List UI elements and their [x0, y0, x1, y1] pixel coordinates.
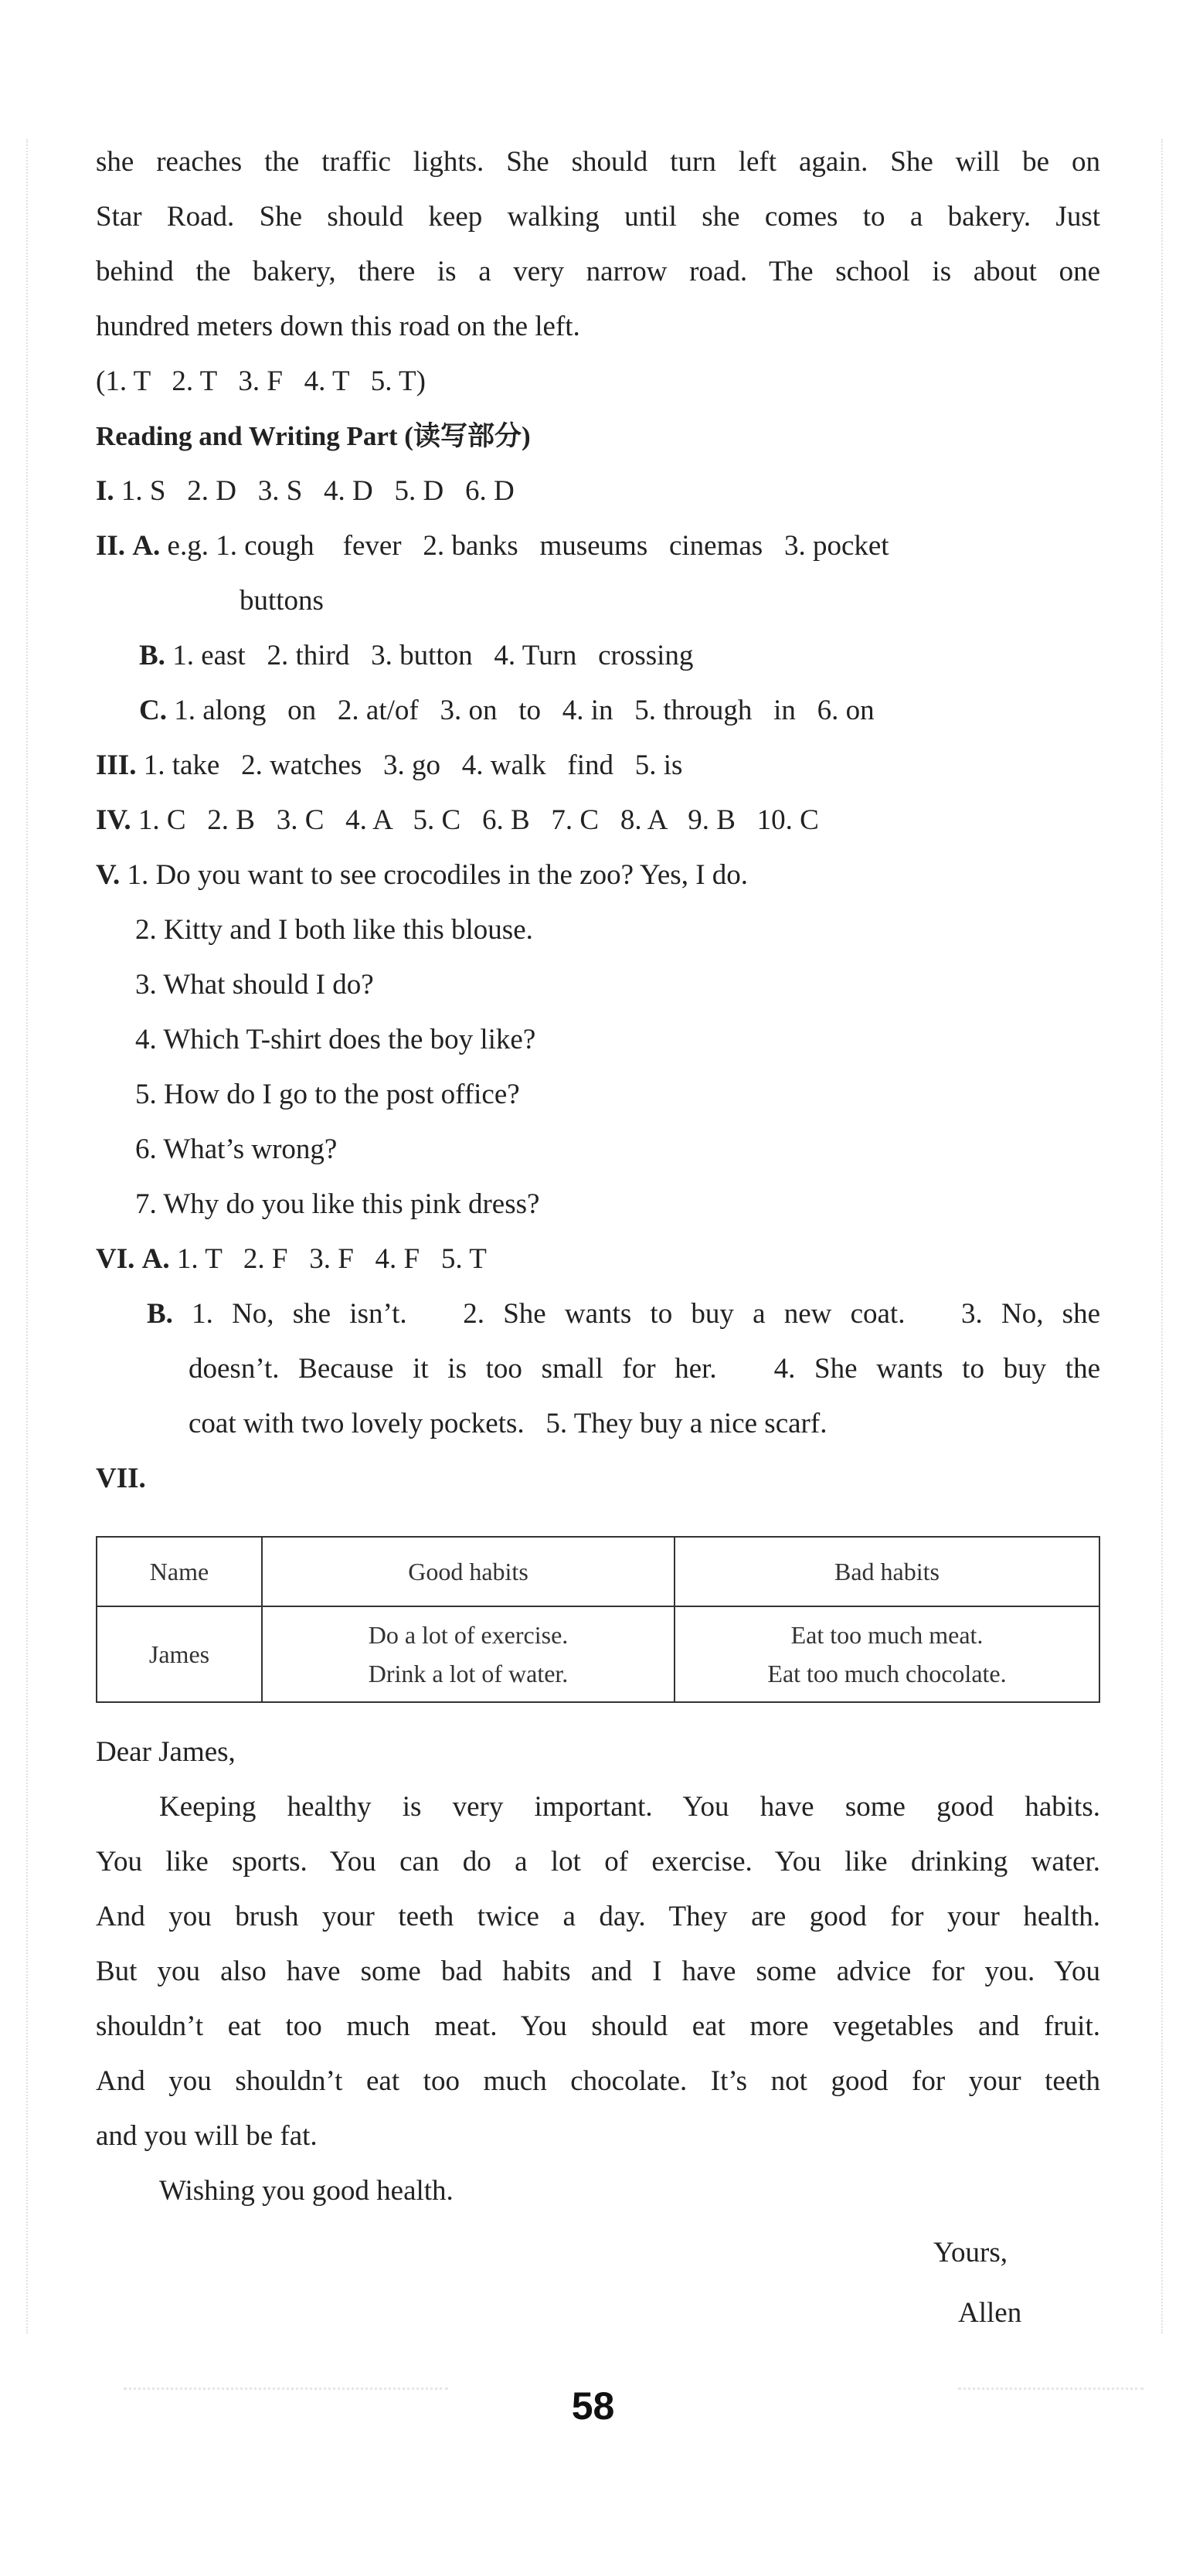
- good-habit-1: Do a lot of exercise.: [368, 1621, 569, 1649]
- part-6a-answers: 1. T 2. F 3. F 4. F 5. T: [176, 1243, 487, 1275]
- habits-table-row: [97, 1606, 1099, 1702]
- part-6a: [96, 1232, 1100, 1287]
- part-2c-label: C.: [139, 695, 167, 726]
- part-2a: [96, 518, 1100, 574]
- header-bad-habits: Bad habits: [675, 1537, 1099, 1606]
- part-4-label: IV.: [96, 804, 131, 836]
- habits-table-header: [97, 1537, 1099, 1606]
- listening-answers: (1. T 2. T 3. F 4. T 5. T): [96, 365, 426, 397]
- part-1-answers: 1. S 2. D 3. S 4. D 5. D 6. D: [121, 475, 515, 507]
- part-2b-label: B.: [139, 640, 165, 671]
- letter-signature: Allen: [958, 2297, 1022, 2329]
- bad-habit-1: Eat too much meat.: [790, 1621, 984, 1649]
- part-6a-label: A.: [141, 1243, 170, 1275]
- part-2c-answers: 1. along on 2. at/of 3. on to 4. in 5. through in 6. on: [174, 695, 875, 726]
- part-4-answers: 1. C 2. B 3. C 4. A 5. C 6. B 7. C 8. A 9. B 10. C: [138, 804, 819, 836]
- part-1: [96, 464, 1100, 519]
- part-6b-line-1: [147, 1286, 1100, 1342]
- bad-habit-2: Eat too much chocolate.: [767, 1660, 1007, 1687]
- part-6b-line-1-text: 1. No, she isn’t. 2. She wants to buy a new coat. 3. No, she: [192, 1298, 1100, 1330]
- letter-wish: Wishing you good health.: [159, 2175, 454, 2207]
- part-3-answers: 1. take 2. watches 3. go 4. walk find 5. is: [143, 749, 683, 781]
- part-3: [96, 738, 1100, 794]
- part-2-label: II.: [96, 530, 126, 562]
- part-5-item-4: 4. Which T-shirt does the boy like?: [135, 1024, 536, 1055]
- part-3-label: III.: [96, 749, 137, 781]
- part-1-label: I.: [96, 475, 114, 507]
- section-heading: Reading and Writing Part (读写部分): [96, 421, 531, 451]
- letter-line-4: But you also have some bad habits and I have some advice for you. You: [96, 1956, 1100, 1987]
- part-5-item-3: 3. What should I do?: [135, 969, 374, 1001]
- page-number: 58: [571, 2384, 615, 2428]
- part-6b-line-3: coat with two lovely pockets. 5. They buy a nice scarf.: [189, 1408, 827, 1439]
- part-5-item-1: [96, 848, 1100, 903]
- cell-good-habits: [262, 1606, 675, 1702]
- letter-line-2: You like sports. You can do a lot of exercise. You like drinking water.: [96, 1846, 1100, 1878]
- letter-line-3: And you brush your teeth twice a day. They are good for your health.: [96, 1901, 1100, 1932]
- letter-line-6: And you shouldn’t eat too much chocolate. It’s not good for your teeth: [96, 2065, 1100, 2097]
- part-2c: [139, 683, 1100, 739]
- letter-greeting: Dear James,: [96, 1736, 236, 1768]
- letter-line-1: Keeping healthy is very important. You have some good habits.: [159, 1791, 1100, 1823]
- header-name: Name: [97, 1537, 262, 1606]
- intro-line-4: hundred meters down this road on the left.: [96, 311, 580, 342]
- part-5-item-6: 6. What’s wrong?: [135, 1133, 338, 1165]
- part-5-item-5: 5. How do I go to the post office?: [135, 1079, 520, 1110]
- part-7-label: VII.: [96, 1463, 146, 1494]
- right-margin-rule: [1161, 139, 1163, 2333]
- part-5-item-1-text: 1. Do you want to see crocodiles in the zoo? Yes, I do.: [127, 859, 749, 891]
- letter-line-5: shouldn’t eat too much meat. You should eat more vegetables and fruit.: [96, 2010, 1100, 2042]
- part-6-label: VI.: [96, 1243, 135, 1275]
- cell-bad-habits: [675, 1606, 1099, 1702]
- good-habit-2: Drink a lot of water.: [368, 1660, 569, 1687]
- part-2b-answers: 1. east 2. third 3. button 4. Turn crossing: [172, 640, 694, 671]
- intro-line-3: behind the bakery, there is a very narrow road. The school is about one: [96, 256, 1100, 287]
- part-2a-answers: e.g. 1. cough fever 2. banks museums cinemas 3. pocket: [167, 530, 889, 562]
- part-4: [96, 793, 1100, 848]
- letter-line-7: and you will be fat.: [96, 2120, 318, 2152]
- cell-name: James: [97, 1606, 262, 1702]
- letter-closing: Yours,: [933, 2237, 1008, 2268]
- part-2b: [139, 628, 1097, 684]
- part-2a-cont: buttons: [240, 585, 324, 617]
- part-6b-label: B.: [147, 1298, 173, 1330]
- part-5-item-2: 2. Kitty and I both like this blouse.: [135, 914, 533, 946]
- part-5-label: V.: [96, 859, 121, 891]
- part-6b-line-2: doesn’t. Because it is too small for her. 4. She wants to buy the: [189, 1353, 1100, 1385]
- habits-table: [96, 1536, 1100, 1703]
- part-2a-label: A.: [132, 530, 161, 562]
- intro-line-1: she reaches the traffic lights. She should turn left again. She will be on: [96, 146, 1100, 178]
- intro-line-2: Star Road. She should keep walking until she comes to a bakery. Just: [96, 201, 1100, 233]
- left-margin-rule: [26, 139, 28, 2333]
- header-good-habits: Good habits: [262, 1537, 675, 1606]
- part-5-item-7: 7. Why do you like this pink dress?: [135, 1188, 540, 1220]
